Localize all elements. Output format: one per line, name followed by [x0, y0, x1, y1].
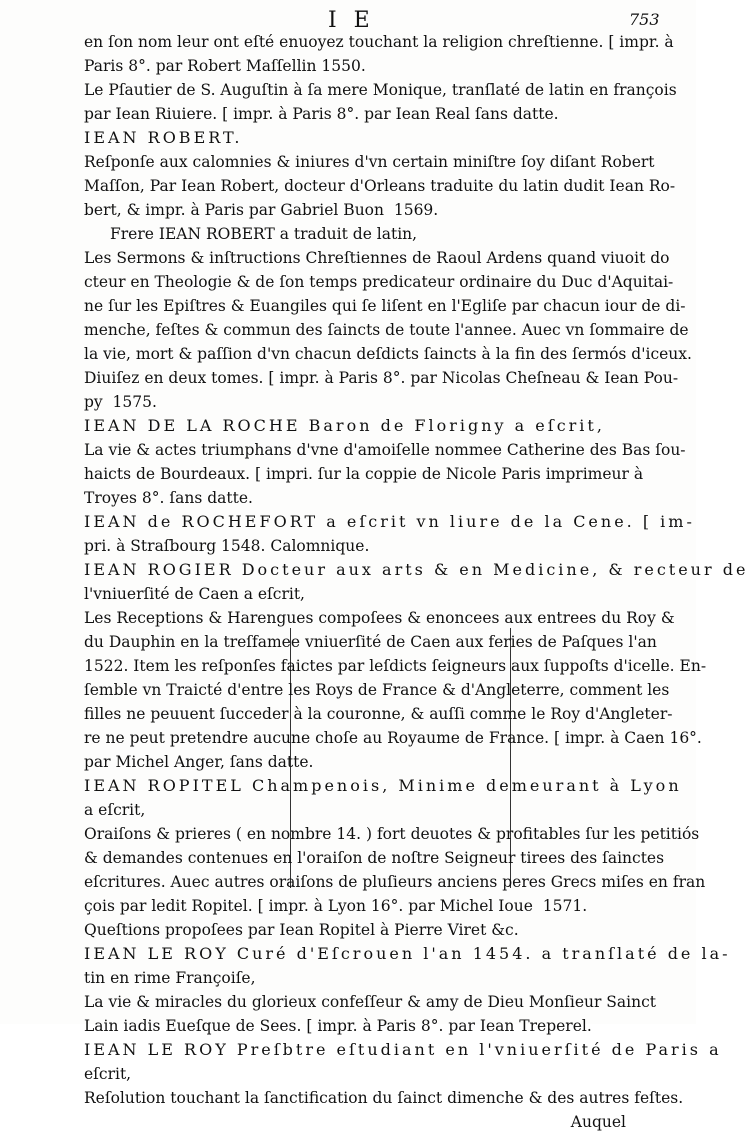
text-line: çois par ledit Ropitel. [ impr. à Lyon 16°. par Michel Ioue 1571.	[84, 897, 588, 915]
text-line: pri. à Straſbourg 1548. Calomnique.	[84, 537, 370, 555]
text-line: Auquel	[570, 1113, 626, 1131]
entry-heading-line: IEAN ROPITEL Champenois, Minime demeurant à Lyon	[84, 776, 682, 795]
text-line: Reſolution touchant la ſanctification du ſainct dimenche & des autres feſtes.	[84, 1089, 684, 1107]
running-title: I E	[328, 8, 375, 33]
text-line: re ne peut pretendre aucune choſe au Royaume de France. [ impr. à Caen 16°.	[84, 729, 702, 747]
text-line: par Michel Anger, ſans datte.	[84, 753, 314, 771]
text-line: l'vniuerſité de Caen a eſcrit,	[84, 585, 305, 603]
page-body	[84, 30, 748, 1134]
text-line: ne ſur les Epiſtres & Euangiles qui ſe liſent en l'Egliſe par chacun iour de di-	[84, 297, 686, 315]
text-line: La vie & miracles du glorieux confeſſeur & amy de Dieu Monſieur Sainct	[84, 993, 657, 1011]
text-line: du Dauphin en la treſfamee vniuerſité de Caen aux feries de Paſques l'an	[84, 633, 657, 651]
text-line: a eſcrit,	[84, 801, 146, 819]
text-line: La vie & actes triumphans d'vne d'amoiſelle nommee Catherine des Bas ſou-	[84, 441, 686, 459]
text-line: tin en rime Françoiſe,	[84, 969, 256, 987]
text-line: Les Sermons & inſtructions Chreſtiennes de Raoul Ardens quand viuoit do	[84, 249, 670, 267]
text-line: Le Pſautier de S. Auguſtin à ſa mere Monique, tranſlaté de latin en françois	[84, 81, 677, 99]
text-line: Les Receptions & Harengues compoſees & enoncees aux entrees du Roy &	[84, 609, 675, 627]
text-line: ſemble vn Traicté d'entre les Roys de France & d'Angleterre, comment les	[84, 681, 670, 699]
text-line: py 1575.	[84, 393, 157, 411]
text-line: Queſtions propoſees par Iean Ropitel à Pierre Viret &c.	[84, 921, 519, 939]
text-line: & demandes contenues en l'oraiſon de noſtre Seigneur tirees des ſainctes	[84, 849, 665, 867]
entry-heading-line: IEAN ROBERT.	[84, 128, 243, 147]
entry-heading-line: IEAN LE ROY Curé d'Eſcrouen l'an 1454. a tranſlaté de la-	[84, 944, 731, 963]
text-line: bert, & impr. à Paris par Gabriel Buon 1569.	[84, 201, 439, 219]
text-line: par Iean Riuiere. [ impr. à Paris 8°. par Iean Real ſans datte.	[84, 105, 559, 123]
text-line: haicts de Bourdeaux. [ impri. ſur la coppie de Nicole Paris imprimeur à	[84, 465, 644, 483]
text-line: Maſſon, Par Iean Robert, docteur d'Orleans traduite du latin dudit Iean Ro-	[84, 177, 676, 195]
entry-heading-line: IEAN DE LA ROCHE Baron de Florigny a eſcrit,	[84, 416, 605, 435]
text-line: menche, feſtes & commun des ſaincts de toute l'annee. Auec vn ſommaire de	[84, 321, 689, 339]
entry-heading-line: IEAN LE ROY Preſbtre eſtudiant en l'vniuerſité de Paris a	[84, 1040, 722, 1059]
page-number: 753	[629, 10, 660, 29]
text-line: Oraiſons & prieres ( en nombre 14. ) fort deuotes & profitables ſur les petitiós	[84, 825, 700, 843]
entry-heading-line: IEAN de ROCHEFORT a eſcrit vn liure de la Cene. [ im-	[84, 512, 695, 531]
text-line: cteur en Theologie & de ſon temps predicateur ordinaire du Duc d'Aquitai-	[84, 273, 674, 291]
text-line: 1522. Item les reſponſes faictes par leſdicts ſeigneurs aux ſuppoſts d'icelle. En-	[84, 657, 707, 675]
text-line: la vie, mort & paſſion d'vn chacun deſdicts ſaincts à la fin des ſermós d'iceux.	[84, 345, 692, 363]
entry-heading-line: IEAN ROGIER Docteur aux arts & en Medicine, & recteur de	[84, 560, 748, 579]
text-line: Reſponſe aux calomnies & iniures d'vn certain miniſtre ſoy diſant Robert	[84, 153, 655, 171]
text-line: eſcritures. Auec autres oraiſons de pluſieurs anciens peres Grecs miſes en fran	[84, 873, 706, 891]
text-line: Lain iadis Eueſque de Sees. [ impr. à Paris 8°. par Iean Treperel.	[84, 1017, 592, 1035]
text-line: eſcrit,	[84, 1065, 132, 1083]
text-line: filles ne peuuent ſucceder à la couronne, & auſſi comme le Roy d'Angleter-	[84, 705, 673, 723]
text-line: Troyes 8°. ſans datte.	[84, 489, 253, 507]
text-line: Diuiſez en deux tomes. [ impr. à Paris 8°. par Nicolas Cheſneau & Iean Pou-	[84, 369, 679, 387]
text-line: en ſon nom leur ont eſté enuoyez touchant la religion chreſtienne. [ impr. à	[84, 33, 674, 51]
text-line: Paris 8°. par Robert Maſſellin 1550.	[84, 57, 366, 75]
text-line: Frere IEAN ROBERT a traduit de latin,	[110, 225, 418, 243]
